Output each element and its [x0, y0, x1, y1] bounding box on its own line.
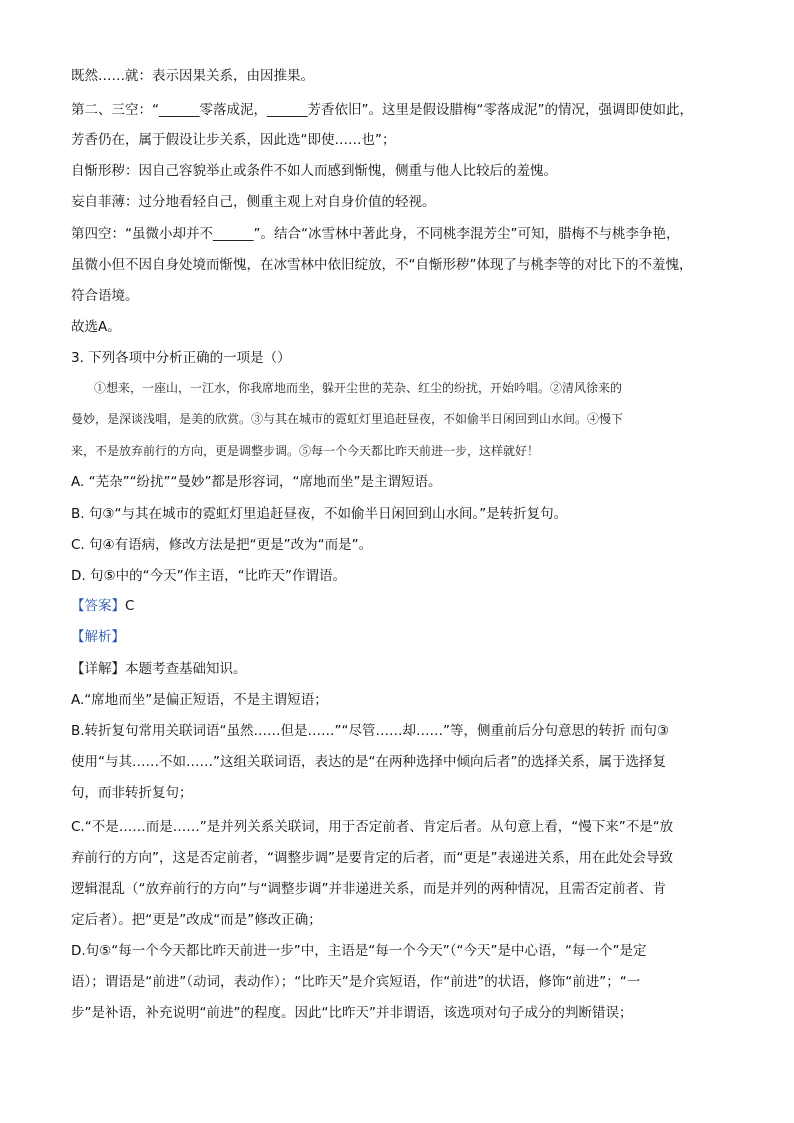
answer-label: 【答案】 — [71, 598, 125, 614]
option-b: B. 句③“与其在城市的霓虹灯里追赶昼夜，不如偷半日闲回到山水间。”是转折复句。 — [71, 506, 568, 522]
text-line: 第二、三空：“______零落成泥，______芳香依旧”。这里是假设腊梅“零落成泥”的情况，强调即使如此， — [71, 102, 693, 118]
detail-text: 本题考查基础知识。 — [125, 661, 247, 677]
explanation-line: 使用“与其……不如……”这组关联词语，表达的是“在两种选择中倾向后者”的选择关系，属于选择复 — [71, 754, 666, 770]
option-d: D. 句⑤中的“今天”作主语，“比昨天”作谓语。 — [71, 568, 347, 584]
analysis-line — [71, 628, 125, 646]
analysis-label: 【解析】 — [71, 629, 125, 645]
answer-value: C — [125, 598, 135, 614]
answer-line — [71, 597, 134, 615]
explanation-line: 弃前行的方向”，这是否定前者，“调整步调”是要肯定的后者，而“更是”表递进关系，用在此处会导致 — [71, 850, 673, 866]
text-line: 妄自菲薄：过分地看轻自己，侧重主观上对自身价值的轻视。 — [71, 194, 436, 210]
text-line: 既然……就：表示因果关系，由因推果。 — [71, 68, 314, 84]
passage-line: 来，不是放弃前行的方向，更是调整步调。⑤每一个今天都比昨天前进一步，这样就好！ — [71, 444, 540, 458]
text-line: 虽微小但不因自身处境而惭愧，在冰雪林中依旧绽放，不“自惭形秽”体现了与桃李等的对比下的不羞愧， — [71, 257, 693, 273]
explanation-line: D.句⑤“每一个今天都比昨天前进一步”中，主语是“每一个今天”（“今天”是中心语，“每一个”是定 — [71, 943, 647, 959]
text-line: 自惭形秽：因自己容貌举止或条件不如人而感到惭愧，侧重与他人比较后的羞愧。 — [71, 163, 557, 179]
explanation-line: 定后者）。把“更是”改成“而是”修改正确； — [71, 912, 322, 928]
text-line: 符合语境。 — [71, 288, 139, 304]
option-a: A. “芜杂”“纷扰”“曼妙”都是形容词，“席地而坐”是主谓短语。 — [71, 474, 442, 490]
explanation-line: C.“不是……而是……”是并列关系关联词，用于否定前者、肯定后者。从句意上看，“慢下来”不是“放 — [71, 819, 674, 835]
explanation-line: 句，而非转折复句； — [71, 785, 193, 801]
text-line: 第四空：“虽微小却并不______”。结合“冰雪林中著此身，不同桃李混芳尘”可知，腊梅不与桃李争艳， — [71, 226, 680, 242]
explanation-line: 逻辑混乱（“放弃前行的方向”与“调整步调”并非递进关系，而是并列的两种情况，且需否定前者、肯 — [71, 881, 666, 897]
explanation-line: B.转折复句常用关联词语“虽然……但是……”“尽管……却……”等，侧重前后分句意思的转折 而句③ — [71, 723, 669, 739]
detail-line — [71, 660, 247, 678]
passage-line: 曼妙，是深谈浅唱，是美的欣赏。③与其在城市的霓虹灯里追赶昼夜，不如偷半日闲回到山水间。④慢下 — [71, 412, 624, 426]
text-line: 芳香仍在，属于假设让步关系，因此选“即使……也”； — [71, 132, 396, 148]
detail-label: 【详解】 — [71, 661, 125, 677]
passage-line: ①想来，一座山，一江水，你我席地而坐，躲开尘世的芜杂、红尘的纷扰，开始吟唱。②清风徐来的 — [94, 381, 623, 395]
question-title: 3. 下列各项中分析正确的一项是（） — [71, 350, 291, 366]
explanation-line: 语）；谓语是“前进”（动词，表动作）；“比昨天”是介宾短语，作“前进”的状语，修饰“前进”；“一 — [71, 974, 641, 990]
explanation-line: 步”是补语，补充说明“前进”的程度。因此“比昨天”并非谓语，该选项对句子成分的判断错误； — [71, 1005, 633, 1021]
text-line: 故选A。 — [71, 319, 121, 335]
explanation-line: A.“席地而坐”是偏正短语，不是主谓短语； — [71, 692, 328, 708]
option-c: C. 句④有语病，修改方法是把“更是”改为“而是”。 — [71, 537, 373, 553]
